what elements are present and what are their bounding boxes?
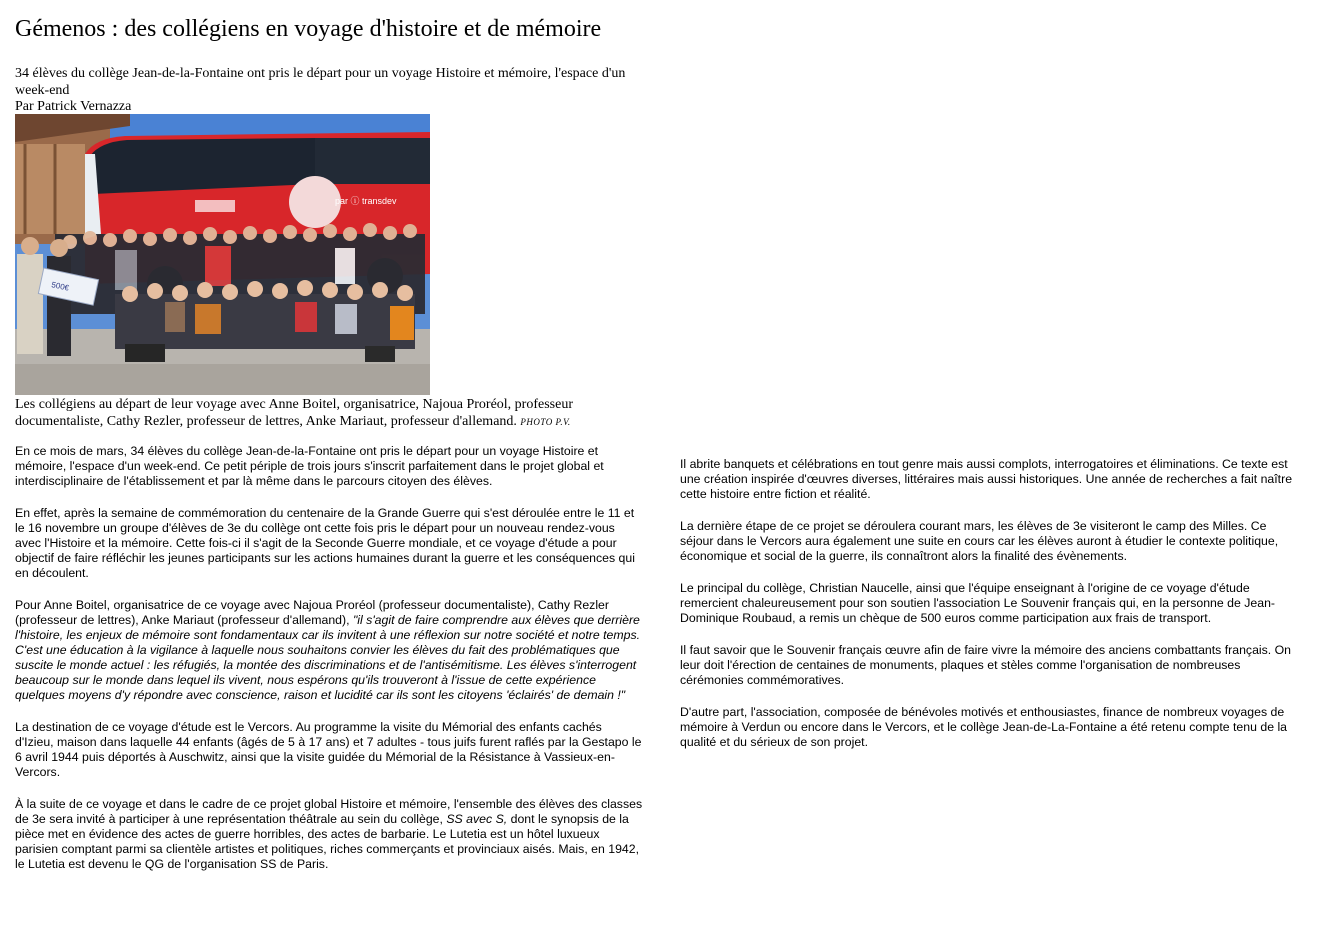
body-paragraph-with-quote	[15, 598, 643, 703]
bus-logo-text: par ⓘ transdev	[335, 196, 397, 206]
article-photo	[15, 114, 430, 395]
paragraph-text: À la suite de ce voyage et dans le cadre de ce projet global Histoire et mémoire, l'ensemble des élèves des classes de 3e sera invité à participer à une représentation théâtrale au sein du collège,	[15, 797, 643, 826]
article-body-left-column	[15, 444, 643, 889]
article-subtitle: 34 élèves du collège Jean-de-la-Fontaine ont pris le départ pour un voyage Histoire et mémoire, l'espace d'un week-end	[15, 66, 626, 98]
body-paragraph: D'autre part, l'association, composée de bénévoles motivés et enthousiastes, finance de nombreux voyages de mémoire à Verdun ou encore dans le Vercors, et le collège Jean-de-La-Fontaine a été retenu compte tenu de la qualité et du sérieux de son projet.	[680, 705, 1288, 749]
caption-text: Les collégiens au départ de leur voyage avec Anne Boitel, organisatrice, Najoua Proréol, professeur documentaliste, Cathy Rezler, professeur de lettres, Anke Mariaut, professeur d'allemand.	[15, 397, 573, 429]
body-paragraph-with-play-title	[15, 797, 643, 872]
body-paragraph: Il faut savoir que le Souvenir français œuvre afin de faire vivre la mémoire des anciens combattants français. On leur doit l'érection de centaines de monuments, plaques et stèles comme l'organisation de nombreuses cérémonies commémoratives.	[680, 643, 1292, 687]
body-paragraph: En ce mois de mars, 34 élèves du collège Jean-de-la-Fontaine ont pris le départ pour un voyage Histoire et mémoire, l'espace d'un week-end. Ce petit périple de trois jours s'inscrit parfaitement dans le projet global et interdisciplinaire de l'établissement et par là même dans le parcours citoyen des élèves.	[15, 444, 604, 488]
cheque-sign-text: 500€	[50, 280, 70, 293]
body-paragraph: La dernière étape de ce projet se déroulera courant mars, les élèves de 3e visiteront le camp des Milles. Ce séjour dans le Vercors aura également une suite en cours car les élèves auront à étudier le contexte politique, économique et social de la guerre, ils connaîtront alors la finalité des évènements.	[680, 519, 1279, 563]
photo-credit: PHOTO P.V.	[520, 417, 571, 427]
article-title: Gémenos : des collégiens en voyage d'histoire et de mémoire	[15, 16, 602, 42]
quote-text: "il s'agit de faire comprendre aux élèves que derrière l'histoire, les enjeux de mémoire sont fondamentaux car ils invitent à une réflexion sur notre société et notre temps. C'est une éducation à la vigilance à laquelle nous souhaitons convier les élèves du fait des problématiques que suscite le monde actuel : les réfugiés, la montée des discriminations et de l'antisémitisme. Les élèves s'interrogent beaucoup sur le monde dans lequel ils vivent, nous espérons qu'ils trouveront à l'issue de cette expérience quelques moyens d'y répondre avec conscience, raison et lucidité car ils sont les citoyens 'éclairés' de demain !"	[15, 613, 641, 702]
article-body-right-column	[680, 457, 1302, 767]
body-paragraph: La destination de ce voyage d'étude est le Vercors. Au programme la visite du Mémorial des enfants cachés d'Izieu, maison dans laquelle 44 enfants (âgés de 5 à 17 ans) et 7 adultes - tous juifs furent raflés par la Gestapo le 6 avril 1944 puis déportés à Auschwitz, ainsi que la visite guidée du Mémorial de la Résistance à Vassieux-en-Vercors.	[15, 720, 642, 779]
article-byline: Par Patrick Vernazza	[15, 99, 132, 114]
paragraph-text: Pour Anne Boitel, organisatrice de ce voyage avec Najoua Proréol (professeur documentaliste), Cathy Rezler (professeur de lettres), Anke Mariaut (professeur d'allemand),	[15, 598, 609, 627]
body-paragraph: Il abrite banquets et célébrations en tout genre mais aussi complots, interrogatoires et éliminations. Ce texte est une création inspirée d'œuvres diverses, littéraires mais aussi historiques. Une année de recherches a fait naître cette histoire entre fiction et réalité.	[680, 457, 1293, 501]
photo-caption	[15, 396, 655, 431]
paragraph-text-after: dont le synopsis de la pièce met en évidence des actes de guerre horribles, des actes de barbarie. Le Lutetia est un hôtel luxueux parisien comptant parmi sa clientèle artistes et politiques, riches commerçants et provinciaux aisés. Mais, en 1942, le Lutetia est devenu le QG de l'organisation SS de Paris.	[15, 812, 640, 871]
body-paragraph: En effet, après la semaine de commémoration du centenaire de la Grande Guerre qui s'est déroulée entre le 11 et le 16 novembre un groupe d'élèves de 3e du collège ont cette fois pris le départ pour un nouveau rendez-vous avec l'Histoire et la mémoire. Cette fois-ci il s'agit de la Seconde Guerre mondiale, et ce voyage d'étude a pour objectif de faire réfléchir les jeunes participants sur les actions humaines durant la guerre et les conséquences qui en découlent.	[15, 506, 635, 580]
play-title: SS avec S,	[446, 812, 508, 826]
body-paragraph: Le principal du collège, Christian Naucelle, ainsi que l'équipe enseignant à l'origine de ce voyage d'étude remercient chaleureusement pour son soutien l'association Le Souvenir français qui, en la personne de Jean-Dominique Roubaud, a remis un chèque de 500 euros comme participation aux frais de transport.	[680, 581, 1276, 625]
